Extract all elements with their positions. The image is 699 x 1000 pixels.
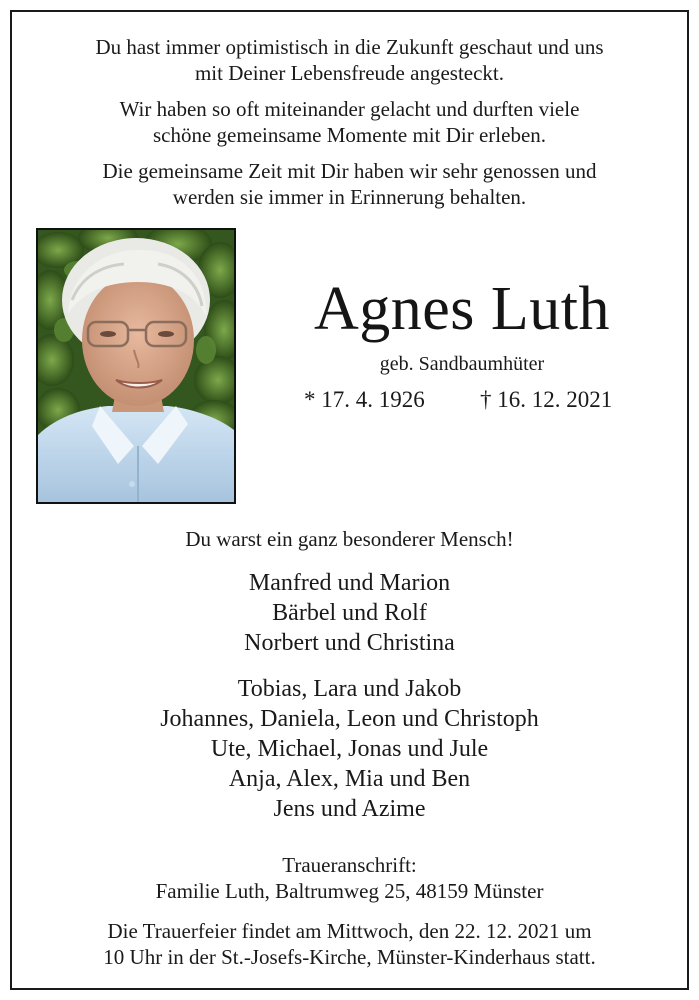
intro-text <box>12 34 687 220</box>
family-member: Tobias, Lara und Jakob <box>237 676 462 702</box>
family-member: Johannes, Daniela, Leon und Christoph <box>160 706 539 732</box>
service-notice <box>12 918 687 970</box>
tribute-line <box>12 526 687 552</box>
intro-line: Die gemeinsame Zeit mit Dir haben wir sehr genossen und <box>102 159 597 183</box>
portrait-photo <box>36 228 236 504</box>
grandchildren-list <box>12 674 687 824</box>
address-line: Familie Luth, Baltrumweg 25, 48159 Münster <box>155 879 544 903</box>
children-list <box>12 568 687 658</box>
intro-paragraph-2 <box>12 96 687 148</box>
intro-line: Du hast immer optimistisch in die Zukunft geschaut und uns <box>95 35 604 59</box>
service-line: Die Trauerfeier findet am Mittwoch, den 22. 12. 2021 um <box>107 919 592 943</box>
death-date: † 16. 12. 2021 <box>480 387 613 412</box>
intro-paragraph-1 <box>12 34 687 86</box>
family-member: Bärbel und Rolf <box>272 600 427 626</box>
address-block <box>12 852 687 904</box>
family-member: Jens und Azime <box>273 796 426 822</box>
intro-paragraph-3 <box>12 158 687 210</box>
tribute-text: Du warst ein ganz besonderer Mensch! <box>185 527 514 551</box>
intro-line: schöne gemeinsame Momente mit Dir erleben. <box>152 123 547 147</box>
birth-name: geb. Sandbaumhüter <box>379 353 545 375</box>
intro-line: werden sie immer in Erinnerung behalten. <box>172 185 527 209</box>
family-member: Manfred und Marion <box>248 570 451 596</box>
deceased-name: Agnes Luth <box>313 275 611 343</box>
service-line: 10 Uhr in der St.-Josefs-Kirche, Münster-Kinderhaus statt. <box>103 945 596 969</box>
intro-line: Wir haben so oft miteinander gelacht und durften viele <box>119 97 580 121</box>
family-member: Ute, Michael, Jonas und Jule <box>210 736 489 762</box>
family-member: Anja, Alex, Mia und Ben <box>228 766 471 792</box>
intro-line: mit Deiner Lebensfreude angesteckt. <box>194 61 505 85</box>
birth-date: * 17. 4. 1926 <box>304 387 425 412</box>
portrait-illustration <box>38 230 234 502</box>
obituary-card <box>10 10 689 990</box>
address-heading: Traueranschrift: <box>282 853 417 877</box>
family-member: Norbert und Christina <box>244 630 455 656</box>
